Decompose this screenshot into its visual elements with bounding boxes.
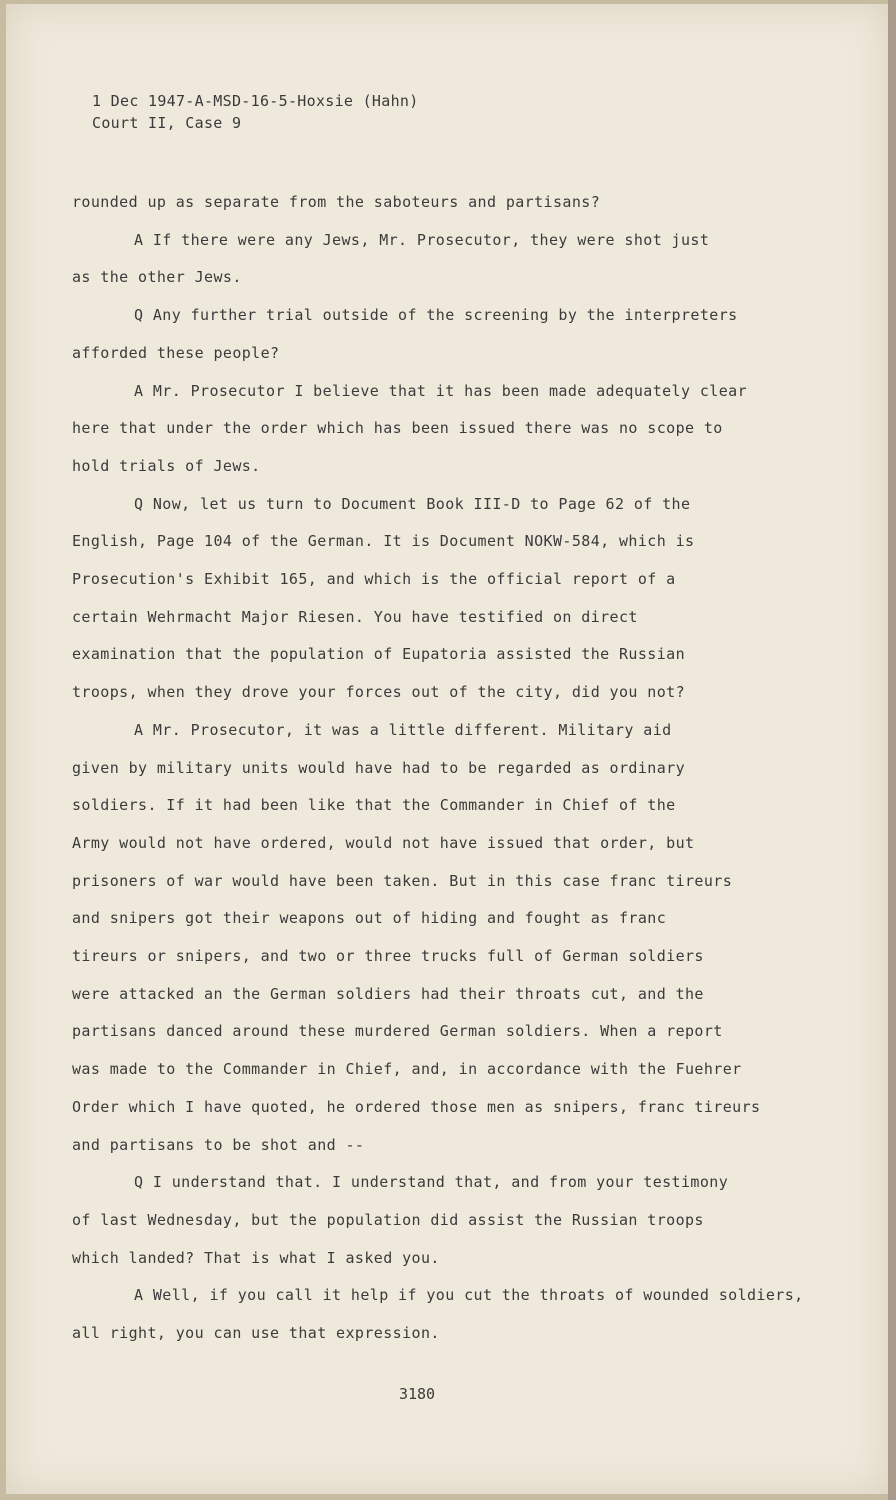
transcript-line: soldiers. If it had been like that the Commander in Chief of the bbox=[72, 796, 676, 815]
transcript-line: Q Any further trial outside of the screening by the interpreters bbox=[134, 306, 738, 325]
transcript-line: Order which I have quoted, he ordered those men as snipers, franc tireurs bbox=[72, 1097, 761, 1116]
transcript-body bbox=[72, 184, 832, 1353]
page-number: 3180 bbox=[398, 1385, 436, 1403]
transcript-line: A Mr. Prosecutor, it was a little different. Military aid bbox=[134, 720, 672, 739]
document-page bbox=[6, 4, 888, 1494]
transcript-line: rounded up as separate from the saboteurs and partisans? bbox=[72, 193, 601, 211]
document-header bbox=[92, 90, 419, 134]
transcript-line: was made to the Commander in Chief, and, in accordance with the Fuehrer bbox=[72, 1060, 742, 1079]
transcript-line: here that under the order which has been issued there was no scope to bbox=[72, 419, 723, 438]
transcript-line: as the other Jews. bbox=[72, 268, 242, 287]
transcript-line: A Well, if you call it help if you cut the throats of wounded soldiers, bbox=[134, 1286, 804, 1305]
transcript-line: and snipers got their weapons out of hiding and fought as franc bbox=[72, 909, 667, 928]
transcript-line: examination that the population of Eupatoria assisted the Russian bbox=[72, 645, 685, 664]
transcript-line: afforded these people? bbox=[72, 343, 280, 362]
transcript-line: A If there were any Jews, Mr. Prosecutor, they were shot just bbox=[134, 230, 710, 249]
transcript-line: all right, you can use that expression. bbox=[72, 1324, 440, 1343]
transcript-line: prisoners of war would have been taken. But in this case franc tireurs bbox=[72, 871, 733, 890]
transcript-line: Q Now, let us turn to Document Book III-D to Page 62 of the bbox=[134, 494, 691, 513]
transcript-line: hold trials of Jews. bbox=[72, 456, 261, 475]
transcript-line: troops, when they drove your forces out of the city, did you not? bbox=[72, 683, 685, 702]
page-edge bbox=[888, 0, 896, 1500]
header-line-2: Court II, Case 9 bbox=[92, 114, 242, 132]
transcript-line: of last Wednesday, but the population did assist the Russian troops bbox=[72, 1210, 704, 1229]
transcript-line: Q I understand that. I understand that, and from your testimony bbox=[134, 1173, 729, 1192]
transcript-line: English, Page 104 of the German. It is Document NOKW-584, which is bbox=[72, 532, 695, 551]
transcript-line: which landed? That is what I asked you. bbox=[72, 1248, 440, 1267]
transcript-line: certain Wehrmacht Major Riesen. You have testified on direct bbox=[72, 607, 638, 626]
transcript-line: Prosecution's Exhibit 165, and which is the official report of a bbox=[72, 570, 676, 589]
transcript-line: and partisans to be shot and -- bbox=[72, 1135, 365, 1154]
header-line-1: 1 Dec 1947-A-MSD-16-5-Hoxsie (Hahn) bbox=[92, 92, 419, 110]
transcript-line: were attacked an the German soldiers had their throats cut, and the bbox=[72, 984, 704, 1003]
transcript-line: partisans danced around these murdered German soldiers. When a report bbox=[72, 1022, 723, 1041]
transcript-line: given by military units would have had to be regarded as ordinary bbox=[72, 758, 685, 777]
transcript-line: A Mr. Prosecutor I believe that it has been made adequately clear bbox=[134, 381, 747, 400]
transcript-line: tireurs or snipers, and two or three trucks full of German soldiers bbox=[72, 947, 704, 966]
transcript-line: Army would not have ordered, would not have issued that order, but bbox=[72, 833, 695, 852]
